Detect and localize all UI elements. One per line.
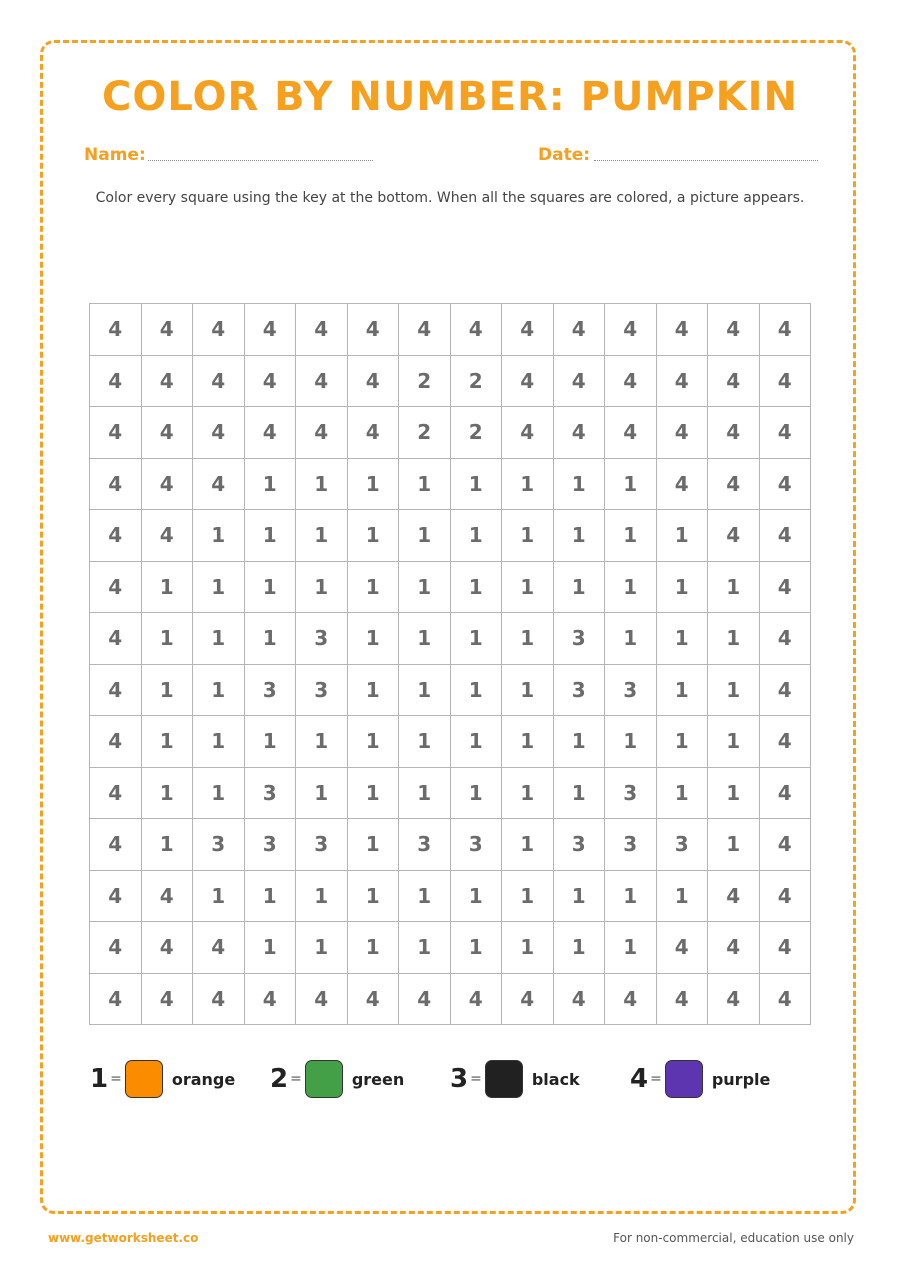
key-number: 2 (270, 1064, 289, 1094)
grid-cell[interactable]: 4 (90, 768, 142, 820)
key-equals: = (650, 1071, 662, 1087)
grid-cell[interactable]: 1 (296, 716, 348, 768)
grid-cell[interactable]: 4 (760, 871, 812, 923)
key-equals: = (290, 1071, 302, 1087)
grid-cell[interactable]: 4 (760, 716, 812, 768)
footer-notice: For non-commercial, education use only (613, 1231, 854, 1245)
grid-cell[interactable]: 4 (708, 407, 760, 459)
grid-cell[interactable]: 1 (296, 459, 348, 511)
grid-cell[interactable]: 4 (502, 407, 554, 459)
grid-cell[interactable]: 4 (605, 356, 657, 408)
grid-cell[interactable]: 1 (502, 871, 554, 923)
grid-cell[interactable]: 1 (657, 716, 709, 768)
grid-cell[interactable]: 1 (451, 768, 503, 820)
grid-cell[interactable]: 4 (657, 304, 709, 356)
grid-cell[interactable]: 4 (708, 871, 760, 923)
grid-cell[interactable]: 1 (348, 819, 400, 871)
grid-cell[interactable]: 4 (245, 304, 297, 356)
grid-cell[interactable]: 1 (348, 510, 400, 562)
grid-cell[interactable]: 3 (605, 665, 657, 717)
grid-cell[interactable]: 3 (296, 819, 348, 871)
grid-cell[interactable]: 4 (708, 356, 760, 408)
grid-cell[interactable]: 1 (142, 716, 194, 768)
grid-cell[interactable]: 1 (348, 922, 400, 974)
grid-cell[interactable]: 4 (296, 407, 348, 459)
grid-cell[interactable]: 1 (502, 510, 554, 562)
grid-cell[interactable]: 1 (348, 665, 400, 717)
key-item-4 (630, 1060, 770, 1098)
grid-cell[interactable]: 4 (142, 510, 194, 562)
grid-cell[interactable]: 1 (451, 922, 503, 974)
grid-cell[interactable]: 4 (348, 304, 400, 356)
grid-cell[interactable]: 4 (193, 922, 245, 974)
grid-cell[interactable]: 1 (193, 716, 245, 768)
key-color-name: orange (171, 1069, 236, 1089)
footer-website: www.getworksheet.co (48, 1231, 199, 1245)
grid-cell[interactable]: 1 (451, 871, 503, 923)
purple-swatch (665, 1060, 703, 1098)
grid-cell[interactable]: 4 (193, 459, 245, 511)
grid-cell[interactable]: 4 (296, 356, 348, 408)
grid-cell[interactable]: 1 (605, 459, 657, 511)
grid-cell[interactable]: 4 (399, 304, 451, 356)
grid-cell[interactable]: 4 (605, 974, 657, 1026)
grid-cell[interactable]: 4 (142, 459, 194, 511)
grid-cell[interactable]: 4 (760, 922, 812, 974)
grid-cell[interactable]: 1 (193, 665, 245, 717)
grid-cell[interactable]: 4 (760, 407, 812, 459)
grid-cell[interactable]: 4 (193, 356, 245, 408)
grid-cell[interactable]: 3 (657, 819, 709, 871)
grid-cell[interactable]: 4 (554, 356, 606, 408)
grid-cell[interactable]: 4 (502, 304, 554, 356)
black-swatch (485, 1060, 523, 1098)
green-swatch (305, 1060, 343, 1098)
grid-cell[interactable]: 4 (554, 304, 606, 356)
grid-cell[interactable]: 4 (605, 304, 657, 356)
grid-cell[interactable]: 2 (451, 356, 503, 408)
grid-cell[interactable]: 1 (296, 922, 348, 974)
key-item-3 (450, 1060, 580, 1098)
grid-cell[interactable]: 1 (142, 665, 194, 717)
grid-cell[interactable]: 3 (399, 819, 451, 871)
grid-cell[interactable]: 1 (193, 562, 245, 614)
grid-cell[interactable]: 4 (708, 304, 760, 356)
grid-cell[interactable]: 4 (657, 922, 709, 974)
grid-cell[interactable]: 1 (348, 768, 400, 820)
color-by-number-grid (89, 303, 811, 1025)
grid-cell[interactable]: 4 (90, 407, 142, 459)
grid-cell[interactable]: 1 (348, 871, 400, 923)
grid-cell[interactable]: 3 (554, 665, 606, 717)
grid-cell[interactable]: 1 (502, 768, 554, 820)
grid-cell[interactable]: 4 (760, 304, 812, 356)
grid-cell[interactable]: 4 (708, 922, 760, 974)
grid-cell[interactable]: 4 (451, 974, 503, 1026)
grid-cell[interactable]: 4 (708, 459, 760, 511)
grid-cell[interactable]: 1 (502, 459, 554, 511)
name-field[interactable] (148, 160, 373, 161)
grid-cell[interactable]: 1 (245, 871, 297, 923)
grid-cell[interactable]: 1 (502, 922, 554, 974)
grid-cell[interactable]: 1 (708, 613, 760, 665)
grid-cell[interactable]: 1 (399, 613, 451, 665)
grid-cell[interactable]: 4 (193, 407, 245, 459)
grid-cell[interactable]: 1 (399, 510, 451, 562)
grid-cell[interactable]: 1 (605, 716, 657, 768)
key-equals: = (470, 1071, 482, 1087)
grid-cell[interactable]: 1 (245, 459, 297, 511)
grid-cell[interactable]: 4 (90, 459, 142, 511)
instructions-text: Color every square using the key at the bottom. When all the squares are colored, a picture appears. (95, 190, 805, 206)
grid-cell[interactable]: 4 (90, 356, 142, 408)
grid-cell[interactable]: 1 (142, 768, 194, 820)
grid-cell[interactable]: 4 (760, 562, 812, 614)
grid-cell[interactable]: 3 (451, 819, 503, 871)
grid-cell[interactable]: 1 (296, 562, 348, 614)
grid-cell[interactable]: 2 (399, 356, 451, 408)
grid-cell[interactable]: 4 (657, 459, 709, 511)
grid-cell[interactable]: 1 (554, 510, 606, 562)
grid-cell[interactable]: 1 (399, 665, 451, 717)
grid-cell[interactable]: 1 (451, 510, 503, 562)
grid-cell[interactable]: 4 (90, 922, 142, 974)
grid-cell[interactable]: 1 (502, 819, 554, 871)
grid-cell[interactable]: 1 (193, 768, 245, 820)
grid-cell[interactable]: 4 (90, 819, 142, 871)
grid-cell[interactable]: 1 (399, 459, 451, 511)
grid-cell[interactable]: 1 (348, 562, 400, 614)
grid-cell[interactable]: 4 (90, 871, 142, 923)
grid-cell[interactable]: 1 (399, 871, 451, 923)
grid-cell[interactable]: 1 (296, 510, 348, 562)
grid-cell[interactable]: 4 (657, 407, 709, 459)
key-item-2 (270, 1060, 404, 1098)
date-label: Date: (538, 145, 591, 165)
date-field[interactable] (594, 160, 818, 161)
grid-cell[interactable]: 3 (554, 819, 606, 871)
grid-cell[interactable]: 4 (142, 871, 194, 923)
grid-cell[interactable]: 4 (554, 974, 606, 1026)
grid-cell[interactable]: 4 (760, 768, 812, 820)
grid-cell[interactable]: 3 (605, 768, 657, 820)
grid-cell[interactable]: 1 (451, 459, 503, 511)
grid-cell[interactable]: 4 (193, 974, 245, 1026)
grid-cell[interactable]: 4 (502, 356, 554, 408)
grid-cell[interactable]: 1 (348, 613, 400, 665)
grid-cell[interactable]: 1 (296, 871, 348, 923)
grid-cell[interactable]: 1 (605, 562, 657, 614)
grid-cell[interactable]: 1 (657, 613, 709, 665)
grid-cell[interactable]: 4 (348, 356, 400, 408)
grid-cell[interactable]: 4 (399, 974, 451, 1026)
key-number: 3 (450, 1064, 469, 1094)
grid-cell[interactable]: 1 (605, 510, 657, 562)
key-number: 4 (630, 1064, 649, 1094)
grid-cell[interactable]: 1 (451, 716, 503, 768)
grid-cell[interactable]: 4 (90, 716, 142, 768)
grid-cell[interactable]: 4 (760, 459, 812, 511)
grid-cell[interactable]: 1 (245, 613, 297, 665)
grid-cell[interactable]: 1 (502, 613, 554, 665)
grid-cell[interactable]: 1 (605, 613, 657, 665)
grid-cell[interactable]: 4 (296, 974, 348, 1026)
grid-cell[interactable]: 4 (760, 510, 812, 562)
grid-cell[interactable]: 1 (142, 613, 194, 665)
grid-cell[interactable]: 1 (451, 562, 503, 614)
grid-cell[interactable]: 1 (657, 871, 709, 923)
grid-cell[interactable]: 1 (142, 819, 194, 871)
key-color-name: green (351, 1069, 405, 1089)
key-color-name: black (531, 1069, 580, 1089)
grid-cell[interactable]: 4 (90, 562, 142, 614)
grid-cell[interactable]: 1 (708, 716, 760, 768)
key-equals: = (110, 1071, 122, 1087)
grid-cell[interactable]: 1 (554, 716, 606, 768)
grid-cell[interactable]: 1 (245, 922, 297, 974)
grid-cell[interactable]: 4 (760, 974, 812, 1026)
grid-cell[interactable]: 1 (605, 922, 657, 974)
grid-cell[interactable]: 4 (708, 974, 760, 1026)
grid-cell[interactable]: 3 (605, 819, 657, 871)
grid-cell[interactable]: 2 (399, 407, 451, 459)
grid-cell[interactable]: 1 (708, 819, 760, 871)
grid-cell[interactable]: 4 (142, 356, 194, 408)
grid-cell[interactable]: 4 (657, 974, 709, 1026)
grid-cell[interactable]: 4 (502, 974, 554, 1026)
grid-cell[interactable]: 4 (90, 974, 142, 1026)
grid-cell[interactable]: 1 (193, 871, 245, 923)
grid-cell[interactable]: 4 (142, 407, 194, 459)
grid-cell[interactable]: 1 (554, 562, 606, 614)
grid-cell[interactable]: 4 (296, 304, 348, 356)
grid-cell[interactable]: 4 (245, 407, 297, 459)
grid-cell[interactable]: 4 (90, 510, 142, 562)
grid-cell[interactable]: 4 (760, 613, 812, 665)
grid-cell[interactable]: 1 (451, 613, 503, 665)
grid-cell[interactable]: 4 (90, 304, 142, 356)
grid-cell[interactable]: 3 (245, 819, 297, 871)
grid-cell[interactable]: 4 (451, 304, 503, 356)
grid-cell[interactable]: 4 (760, 356, 812, 408)
grid-cell[interactable]: 1 (657, 562, 709, 614)
grid-cell[interactable]: 4 (605, 407, 657, 459)
grid-cell[interactable]: 3 (296, 613, 348, 665)
grid-cell[interactable]: 4 (245, 356, 297, 408)
grid-cell[interactable]: 1 (554, 871, 606, 923)
grid-cell[interactable]: 1 (245, 510, 297, 562)
grid-cell[interactable]: 1 (399, 922, 451, 974)
grid-cell[interactable]: 4 (90, 613, 142, 665)
grid-cell[interactable]: 1 (245, 716, 297, 768)
grid-cell[interactable]: 1 (296, 768, 348, 820)
grid-cell[interactable]: 1 (657, 510, 709, 562)
grid-cell[interactable]: 3 (245, 768, 297, 820)
grid-cell[interactable]: 1 (502, 665, 554, 717)
grid-cell[interactable]: 3 (193, 819, 245, 871)
grid-cell[interactable]: 1 (708, 665, 760, 717)
grid-cell[interactable]: 4 (760, 819, 812, 871)
grid-cell[interactable]: 1 (399, 562, 451, 614)
key-color-name: purple (711, 1069, 771, 1089)
grid-cell[interactable]: 1 (193, 510, 245, 562)
grid-cell[interactable]: 1 (605, 871, 657, 923)
grid-cell[interactable]: 1 (657, 665, 709, 717)
grid-cell[interactable]: 4 (708, 510, 760, 562)
grid-cell[interactable]: 1 (399, 768, 451, 820)
grid-cell[interactable]: 1 (451, 665, 503, 717)
grid-cell[interactable]: 1 (554, 768, 606, 820)
grid-cell[interactable]: 1 (502, 716, 554, 768)
grid-cell[interactable]: 1 (554, 922, 606, 974)
grid-cell[interactable]: 1 (708, 562, 760, 614)
grid-cell[interactable]: 4 (142, 974, 194, 1026)
grid-cell[interactable]: 4 (348, 974, 400, 1026)
grid-cell[interactable]: 1 (657, 768, 709, 820)
grid-cell[interactable]: 4 (245, 974, 297, 1026)
grid-cell[interactable]: 1 (193, 613, 245, 665)
grid-cell[interactable]: 1 (245, 562, 297, 614)
key-item-1 (90, 1060, 235, 1098)
page-title: COLOR BY NUMBER: PUMPKIN (102, 74, 798, 120)
orange-swatch (125, 1060, 163, 1098)
grid-cell[interactable]: 3 (245, 665, 297, 717)
grid-cell[interactable]: 3 (554, 613, 606, 665)
grid-cell[interactable]: 1 (142, 562, 194, 614)
grid-cell[interactable]: 4 (554, 407, 606, 459)
grid-cell[interactable]: 1 (399, 716, 451, 768)
grid-cell[interactable]: 1 (554, 459, 606, 511)
grid-cell[interactable]: 1 (708, 768, 760, 820)
grid-cell[interactable]: 4 (90, 665, 142, 717)
grid-cell[interactable]: 1 (348, 716, 400, 768)
grid-cell[interactable]: 4 (657, 356, 709, 408)
grid-cell[interactable]: 4 (193, 304, 245, 356)
grid-cell[interactable]: 3 (296, 665, 348, 717)
grid-cell[interactable]: 1 (502, 562, 554, 614)
grid-cell[interactable]: 4 (142, 304, 194, 356)
grid-cell[interactable]: 4 (348, 407, 400, 459)
key-number: 1 (90, 1064, 109, 1094)
grid-cell[interactable]: 4 (760, 665, 812, 717)
name-label: Name: (84, 145, 146, 165)
grid-cell[interactable]: 4 (142, 922, 194, 974)
grid-cell[interactable]: 1 (348, 459, 400, 511)
grid-cell[interactable]: 2 (451, 407, 503, 459)
